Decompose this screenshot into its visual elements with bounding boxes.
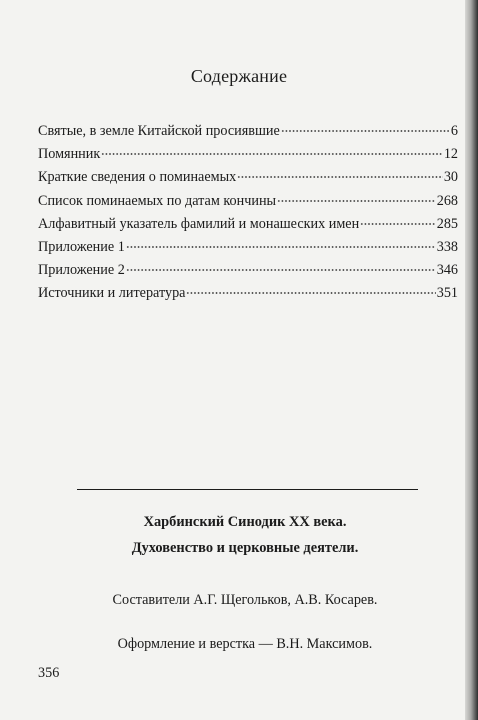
dot-leader [281,124,450,132]
book-title-line1: Харбинский Синодик XX века. [143,514,347,530]
toc-entry-page: 346 [436,262,458,279]
toc-entry-label: Святые, в земле Китайской просиявшие [38,123,280,139]
toc-entry-page: 338 [436,238,458,255]
table-of-contents [38,120,458,306]
dot-leader [126,263,436,271]
toc-heading: Содержание [190,66,288,86]
toc-entry [38,190,458,213]
toc-entry [38,282,458,305]
toc-entry-page: 30 [443,169,458,186]
toc-entry [38,143,458,166]
design-credit: Оформление и верстка — В.Н. Максимов. [117,636,373,652]
book-title-line2: Духовенство и церковные деятели. [131,540,359,556]
toc-entry-page: 285 [436,215,458,232]
toc-entry-label: Список поминаемых по датам кончины [38,192,277,209]
toc-entry [38,259,458,282]
dot-leader [360,217,436,225]
dot-leader [126,240,436,248]
compilers-credit: Составители А.Г. Щегольков, А.В. Косарев. [112,592,378,608]
dot-leader [101,147,443,155]
dot-leader [186,286,435,294]
toc-entry [38,166,458,189]
dot-leader [277,194,436,202]
toc-entry-label: Приложение 1 [38,238,125,255]
page-number: 356 [38,665,60,681]
horizontal-rule [77,489,418,490]
dot-leader [237,170,443,178]
toc-entry [38,236,458,259]
toc-entry-label: Приложение 2 [38,262,125,279]
toc-entry-page: 12 [443,146,458,163]
toc-entry-label: Краткие сведения о поминаемых [38,169,237,186]
toc-entry-label: Источники и литература [38,285,186,302]
toc-entry-label: Помянник [38,146,101,163]
toc-entry-page: 351 [436,285,458,302]
toc-entry [38,120,458,143]
toc-entry-page: 268 [436,192,458,209]
toc-entry-page: 6 [450,123,458,139]
page-edge-shadow [465,0,478,720]
toc-entry-label: Алфавитный указатель фамилий и монашеских имен [38,215,360,232]
toc-entry [38,213,458,236]
